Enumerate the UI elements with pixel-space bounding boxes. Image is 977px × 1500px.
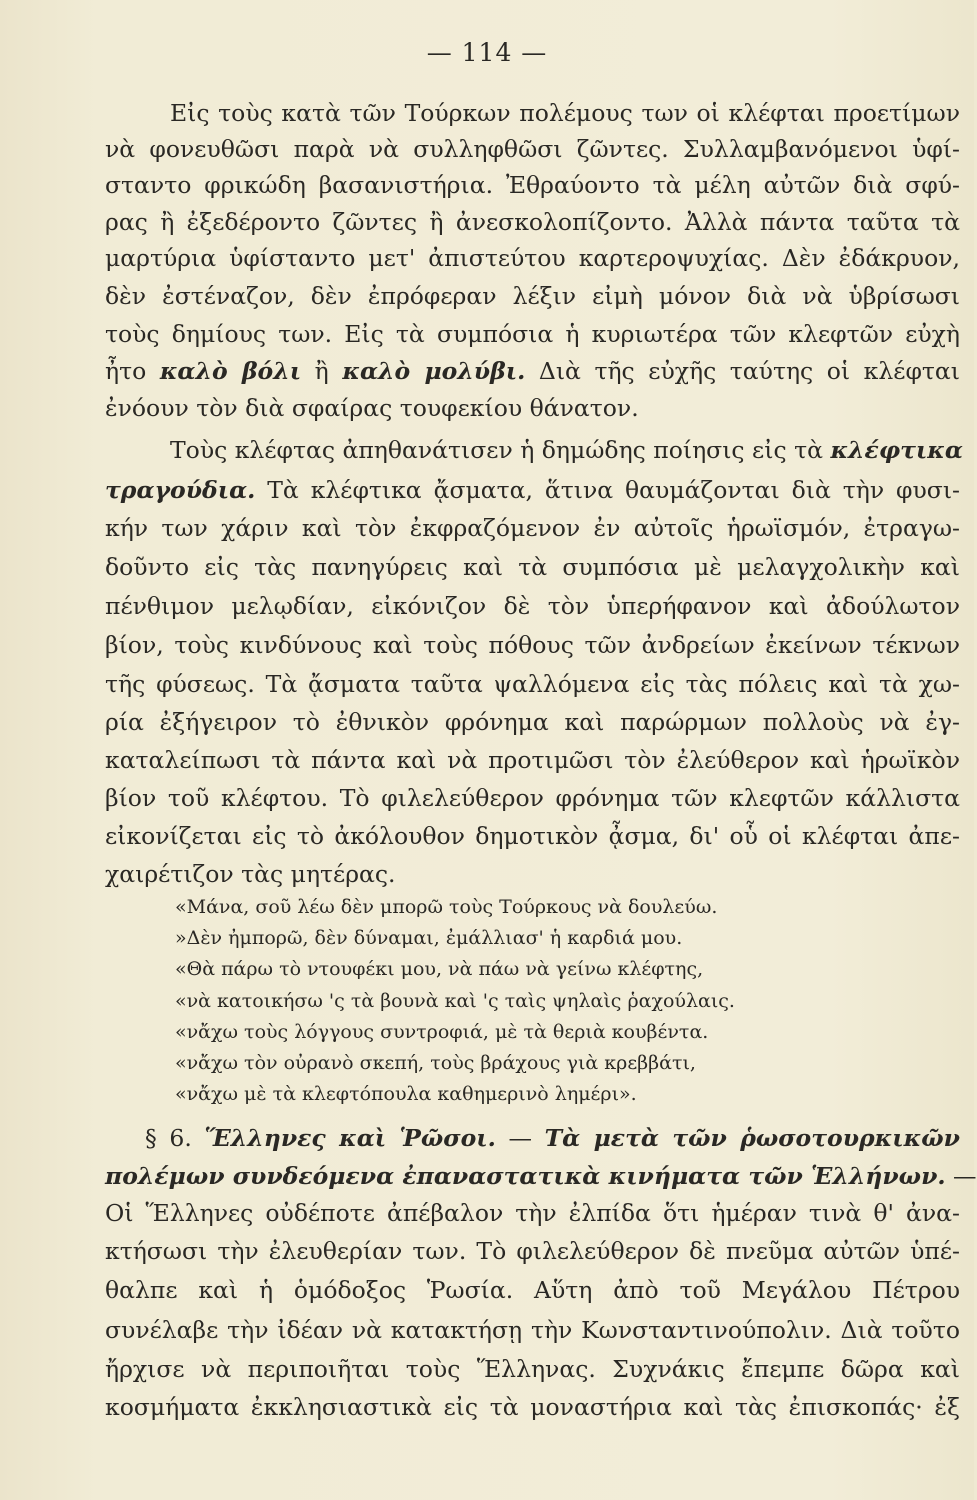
text-line: δοῦντο εἰς τὰς πανηγύρεις καὶ τὰ συμπόσια μὲ μελαγχολικὴν καὶ bbox=[105, 553, 960, 581]
text-line: ρας ἢ ἐξεδέροντο ζῶντες ἢ ἀνεσκολοπίζοντο. Ἀλλὰ πάντα ταῦτα τὰ bbox=[105, 208, 960, 236]
text-line: κτήσωσι τὴν ἐλευθερίαν των. Τὸ φιλελεύθερον δὲ πνεῦμα αὐτῶν ὑπέ- bbox=[105, 1237, 960, 1265]
text-line: Οἱ Ἕλληνες οὐδέποτε ἀπέβαλον τὴν ἐλπίδα ὅτι ἡμέραν τινὰ θ' ἀνα- bbox=[105, 1199, 960, 1227]
text-line-with-emphasis bbox=[105, 473, 960, 507]
text-line: ρία ἐξήγειρον τὸ ἐθνικὸν φρόνημα καὶ παρώρμων πολλοὺς νὰ ἐγ- bbox=[105, 708, 960, 736]
text-line: κήν των χάριν καὶ τὸν ἐκφραζόμενον ἐν αὐτοῖς ἡρωϊσμόν, ἐτραγω- bbox=[105, 514, 960, 542]
poem-verse: «Μάνα, σοῦ λέω δὲν μπορῶ τοὺς Τούρκους νὰ δουλεύω. bbox=[175, 896, 718, 918]
text-line: δὲν ἐστέναζον, δὲν ἐπρόφεραν λέξιν εἰμὴ μόνον διὰ νὰ ὑβρίσωσι bbox=[105, 282, 960, 310]
text-line: βίον, τοὺς κινδύνους καὶ τοὺς πόθους τῶν ἀνδρείων ἐκείνων τέκνων bbox=[105, 631, 960, 659]
section-heading-continued bbox=[105, 1159, 977, 1193]
text-line: τοὺς δημίους των. Εἰς τὰ συμπόσια ἡ κυριωτέρα τῶν κλεφτῶν εὐχὴ bbox=[105, 320, 960, 348]
text-line: καταλείπωσι τὰ πάντα καὶ νὰ προτιμῶσι τὸν ἐλεύθερον καὶ ἡρωϊκὸν bbox=[105, 746, 960, 774]
text-line: ἤρχισε νὰ περιποιῆται τοὺς Ἕλληνας. Συχνάκις ἔπεμπε δῶρα καὶ bbox=[105, 1355, 960, 1383]
text-line: μαρτύρια ὑφίσταντο μετ' ἀπιστεύτου καρτεροψυχίας. Δὲν ἐδάκρυον, bbox=[105, 244, 960, 272]
text-line: ἐνόουν τὸν διὰ σφαίρας τουφεκίου θάνατον. bbox=[105, 394, 639, 422]
text-line: πένθιμον μελῳδίαν, εἰκόνιζον δὲ τὸν ὑπερήφανον καὶ ἀδούλωτον bbox=[105, 592, 960, 620]
section-dash: — bbox=[508, 1124, 533, 1152]
poem-verse: »Δὲν ἠμπορῶ, δὲν δύναμαι, ἐμάλλιασ' ἡ καρδιά μου. bbox=[175, 927, 683, 949]
text-line: τῆς φύσεως. Τὰ ᾄσματα ταῦτα ψαλλόμενα εἰς τὰς πόλεις καὶ τὰ χω- bbox=[105, 670, 960, 698]
text-line: εἰκονίζεται εἰς τὸ ἀκόλουθον δημοτικὸν ᾆσμα, δι' οὗ οἱ κλέφται ἀπε- bbox=[105, 822, 960, 850]
emphasis-text: κλέφτικα bbox=[830, 436, 963, 464]
emphasis-text: τραγούδια. bbox=[105, 476, 256, 504]
section-subtitle: Τὰ μετὰ τῶν ῥωσοτουρκικῶν bbox=[544, 1124, 960, 1152]
section-number: § 6. bbox=[145, 1124, 192, 1152]
text-fragment: Τὰ κλέφτικα ᾄσματα, ἅτινα θαυμάζονται διὰ τὴν φυσι- bbox=[267, 476, 960, 504]
text-fragment: Τοὺς κλέφτας ἀπηθανάτισεν ἡ δημώδης ποίησις εἰς τὰ bbox=[170, 436, 823, 464]
text-fragment: ἢ bbox=[314, 357, 329, 385]
text-line: βίον τοῦ κλέφτου. Τὸ φιλελεύθερον φρόνημα τῶν κλεφτῶν κάλλιστα bbox=[105, 784, 960, 812]
poem-verse: «νὰ κατοικήσω 'ς τὰ βουνὰ καὶ 'ς ταὶς ψηλαὶς ῥαχούλαις. bbox=[175, 990, 735, 1012]
poem-verse: «νἄχω μὲ τὰ κλεφτόπουλα καθημερινὸ λημέρι». bbox=[175, 1083, 637, 1105]
poem-verse: «νἄχω τὸν οὐρανὸ σκεπή, τοὺς βράχους γιὰ κρεββάτι, bbox=[175, 1052, 696, 1074]
text-fragment: ἦτο bbox=[105, 357, 147, 385]
text-line: σταντο φρικώδη βασανιστήρια. Ἐθραύοντο τὰ μέλη αὐτῶν διὰ σφύ- bbox=[105, 171, 960, 199]
section-heading bbox=[145, 1121, 960, 1155]
text-line: νὰ φονευθῶσι παρὰ νὰ συλληφθῶσι ζῶντες. Συλλαμβανόμενοι ὑφί- bbox=[105, 135, 960, 163]
text-line: κοσμήματα ἐκκλησιαστικὰ εἰς τὰ μοναστήρια καὶ τὰς ἐπισκοπάς· ἐξ bbox=[105, 1393, 960, 1421]
text-line-with-emphasis bbox=[170, 433, 963, 467]
page-number: — 114 — bbox=[426, 38, 548, 67]
text-fragment: Διὰ τῆς εὐχῆς ταύτης οἱ κλέφται bbox=[538, 357, 960, 385]
poem-verse: «Θὰ πάρω τὸ ντουφέκι μου, νὰ πάω νὰ γείνω κλέφτης, bbox=[175, 958, 704, 980]
poem-verse: «νἄχω τοὺς λόγγους συντροφιά, μὲ τὰ θεριὰ κουβέντα. bbox=[175, 1021, 709, 1043]
text-line: θαλπε καὶ ἡ ὁμόδοξος Ῥωσία. Αὕτη ἀπὸ τοῦ Μεγάλου Πέτρου bbox=[105, 1276, 960, 1304]
section-subtitle: πολέμων συνδεόμενα ἐπαναστατικὰ κινήματα τῶν Ἑλλήνων. bbox=[105, 1162, 946, 1190]
emphasis-text: καλὸ μολύβι. bbox=[342, 357, 526, 385]
text-line: Εἰς τοὺς κατὰ τῶν Τούρκων πολέμους των οἱ κλέφται προετίμων bbox=[170, 99, 960, 127]
section-dash: — bbox=[953, 1162, 977, 1190]
emphasis-text: καλὸ βόλι bbox=[159, 357, 302, 385]
text-line-with-emphasis bbox=[105, 354, 960, 388]
text-line: χαιρέτιζον τὰς μητέρας. bbox=[105, 860, 396, 888]
text-line: συνέλαβε τὴν ἰδέαν νὰ κατακτήσῃ τὴν Κωνσταντινούπολιν. Διὰ τοῦτο bbox=[105, 1316, 960, 1344]
section-title: Ἕλληνες καὶ Ῥῶσοι. bbox=[204, 1124, 496, 1152]
